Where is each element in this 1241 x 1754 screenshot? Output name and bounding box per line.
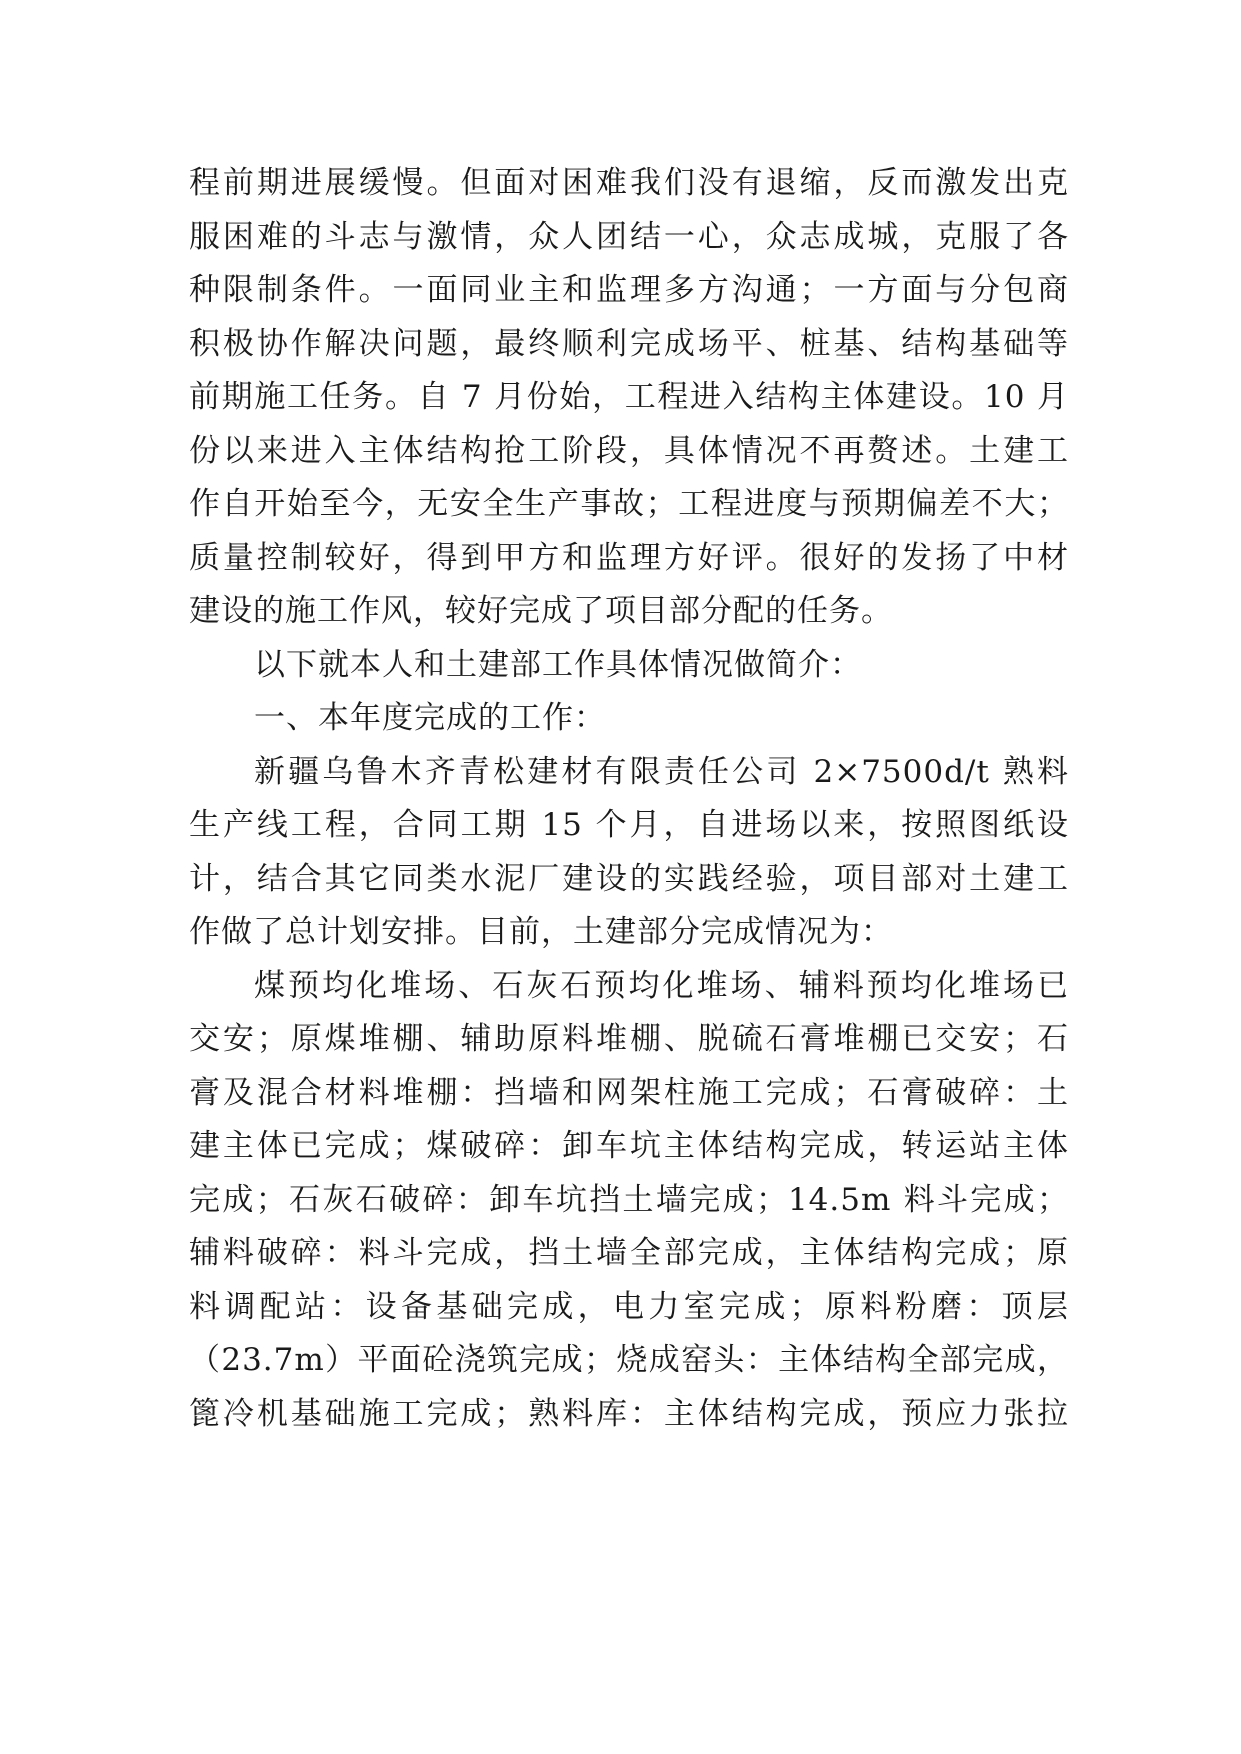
text-line: 完成；石灰石破碎：卸车坑挡土墙完成；14.5m 料斗完成； bbox=[189, 1181, 1069, 1218]
text-line: 辅料破碎：料斗完成，挡土墙全部完成，主体结构完成；原 bbox=[189, 1235, 1069, 1271]
text-line: 生产线工程，合同工期 15 个月，自进场以来，按照图纸设 bbox=[189, 807, 1069, 843]
body-text bbox=[189, 157, 1069, 1441]
section-heading: 一、本年度完成的工作： bbox=[254, 700, 606, 736]
text-line: 种限制条件。一面同业主和监理多方沟通；一方面与分包商 bbox=[189, 272, 1069, 308]
text-line: 积极协作解决问题，最终顺利完成场平、桩基、结构基础等 bbox=[189, 325, 1069, 362]
text-line: 质量控制较好，得到甲方和监理方好评。很好的发扬了中材 bbox=[189, 539, 1069, 576]
text-line: 前期施工任务。自 7 月份始，工程进入结构主体建设。10 月 bbox=[189, 379, 1069, 415]
text-line: 建主体已完成；煤破碎：卸车坑主体结构完成，转运站主体 bbox=[189, 1128, 1069, 1164]
text-line: 新疆乌鲁木齐青松建材有限责任公司 2×7500d/t 熟料 bbox=[254, 753, 1069, 790]
text-line: 交安；原煤堆棚、辅助原料堆棚、脱硫石膏堆棚已交安；石 bbox=[189, 1021, 1069, 1057]
text-line: 程前期进展缓慢。但面对困难我们没有退缩，反而激发出克 bbox=[189, 165, 1069, 201]
text-line: 计，结合其它同类水泥厂建设的实践经验，项目部对土建工 bbox=[189, 860, 1069, 897]
text-line: 作做了总计划安排。目前，土建部分完成情况为： bbox=[189, 914, 893, 950]
text-line: （23.7m）平面砼浇筑完成；烧成窑头：主体结构全部完成， bbox=[189, 1342, 1069, 1378]
text-line: 服困难的斗志与激情，众人团结一心，众志成城，克服了各 bbox=[189, 218, 1069, 255]
text-line: 煤预均化堆场、石灰石预均化堆场、辅料预均化堆场已 bbox=[254, 967, 1069, 1004]
text-line: 篦冷机基础施工完成；熟料库：主体结构完成，预应力张拉 bbox=[189, 1395, 1069, 1432]
intro-line: 以下就本人和土建部工作具体情况做简介： bbox=[254, 646, 862, 683]
text-line: 建设的施工作风，较好完成了项目部分配的任务。 bbox=[189, 593, 893, 629]
text-line: 作自开始至今，无安全生产事故；工程进度与预期偏差不大； bbox=[189, 486, 1069, 522]
text-line: 膏及混合材料堆棚：挡墙和网架柱施工完成；石膏破碎：土 bbox=[189, 1074, 1069, 1111]
text-line: 料调配站：设备基础完成，电力室完成；原料粉磨：顶层 bbox=[189, 1288, 1069, 1325]
text-line: 份以来进入主体结构抢工阶段，具体情况不再赘述。土建工 bbox=[189, 432, 1069, 469]
